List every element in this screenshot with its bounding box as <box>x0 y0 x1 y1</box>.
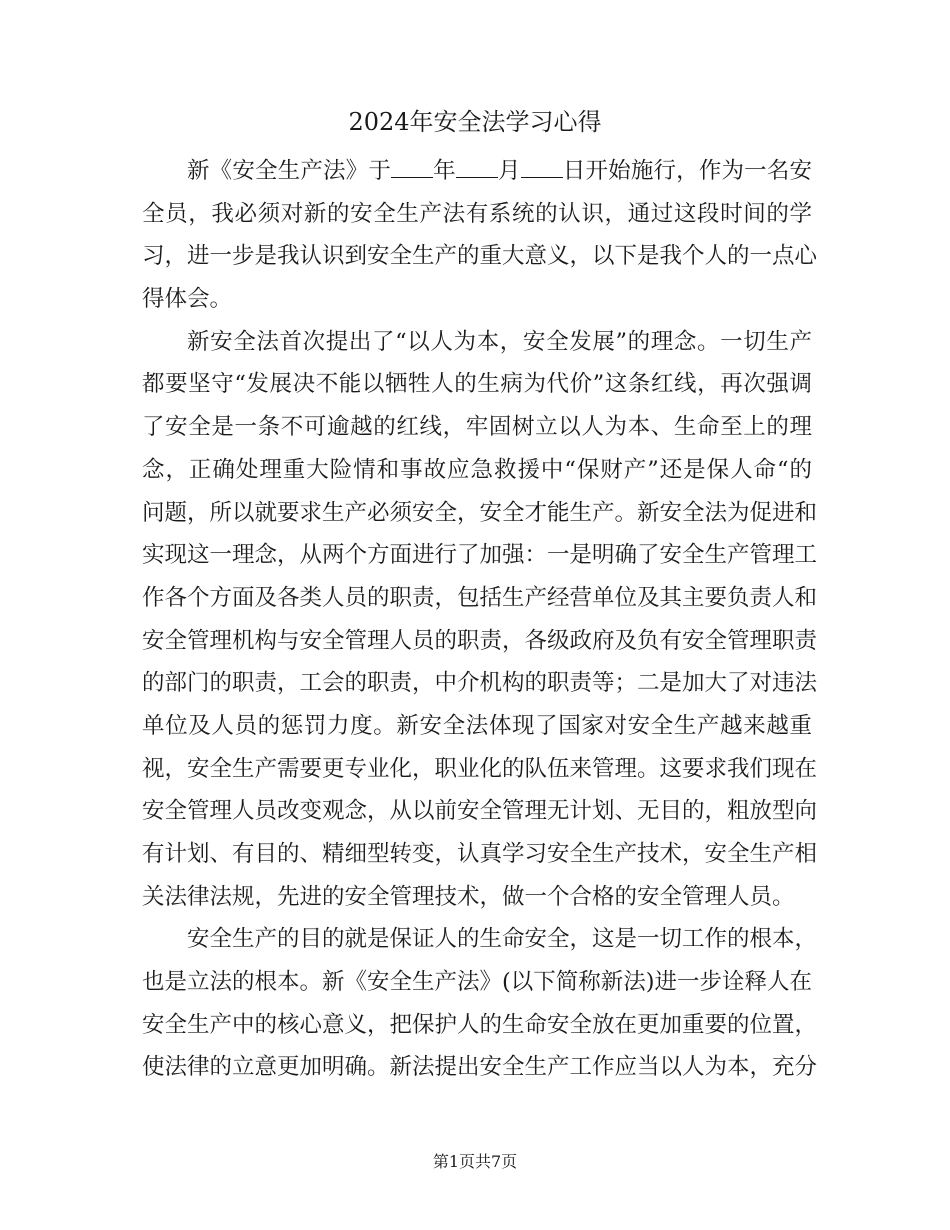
text-line: 得体会。 <box>142 286 233 313</box>
text-line: 单位及人员的惩罚力度。新安全法体现了国家对安全生产越来越重 <box>142 712 812 739</box>
text-line: 安全管理人员改变观念，从以前安全管理无计划、无目的，粗放型向 <box>142 798 818 825</box>
text-line: 有计划、有目的、精细型转变，认真学习安全生产技术，安全生产相 <box>142 841 818 867</box>
blank-underline <box>521 157 563 178</box>
blank-underline <box>456 157 498 178</box>
text-line: 安全生产中的核心意义，把保护人的生命安全放在更加重要的位置， <box>142 1011 818 1038</box>
text-segment: 年 <box>432 158 456 184</box>
text-line: 关法律法规，先进的安全管理技术，做一个合格的安全管理人员。 <box>142 883 795 910</box>
text-segment: 月 <box>497 158 521 184</box>
text-line: 念，正确处理重大险情和事故应急救援中“保财产”还是保人命“的 <box>142 456 812 483</box>
text-line: 新安全法首次提出了“以人为本，安全发展”的理念。一切生产 <box>187 328 812 355</box>
text-segment: 新《安全生产法》于 <box>187 158 391 184</box>
text-segment: 日开始施行，作为一名安 <box>562 158 812 184</box>
text-line: 了安全是一条不可逾越的红线，牢固树立以人为本、生命至上的理 <box>142 414 812 441</box>
text-line: 问题，所以就要求生产必须安全，安全才能生产。新安全法为促进和 <box>142 499 818 526</box>
text-line: 视，安全生产需要更专业化，职业化的队伍来管理。这要求我们现在 <box>142 755 818 782</box>
document-body <box>142 150 818 1089</box>
text-line: 作各个方面及各类人员的职责，包括生产经营单位及其主要负责人和 <box>142 584 818 611</box>
text-line: 也是立法的根本。新《安全生产法》(以下简称新法)进一步诠释人在 <box>142 969 813 996</box>
text-line: 实现这一理念，从两个方面进行了加强：一是明确了安全生产管理工 <box>142 542 818 569</box>
page-indicator: 第1页共7页 <box>432 1152 518 1171</box>
blank-underline <box>391 157 433 178</box>
document-title: 2024年安全法学习心得 <box>348 108 602 136</box>
text-line: 使法律的立意更加明确。新法提出安全生产工作应当以人为本，充分 <box>142 1054 818 1081</box>
text-line: 都要坚守“发展决不能以牺牲人的生病为代价”这条红线，再次强调 <box>142 371 812 398</box>
text-line: 全员，我必须对新的安全生产法有系统的认识，通过这段时间的学 <box>142 200 812 227</box>
text-line <box>142 150 812 193</box>
text-line: 安全管理机构与安全管理人员的职责，各级政府及负有安全管理职责 <box>142 627 818 654</box>
text-line: 安全生产的目的就是保证人的生命安全，这是一切工作的根本， <box>187 926 818 953</box>
text-line: 习，进一步是我认识到安全生产的重大意义，以下是我个人的一点心 <box>142 243 818 270</box>
text-line: 的部门的职责，工会的职责，中介机构的职责等；二是加大了对违法 <box>142 670 818 697</box>
